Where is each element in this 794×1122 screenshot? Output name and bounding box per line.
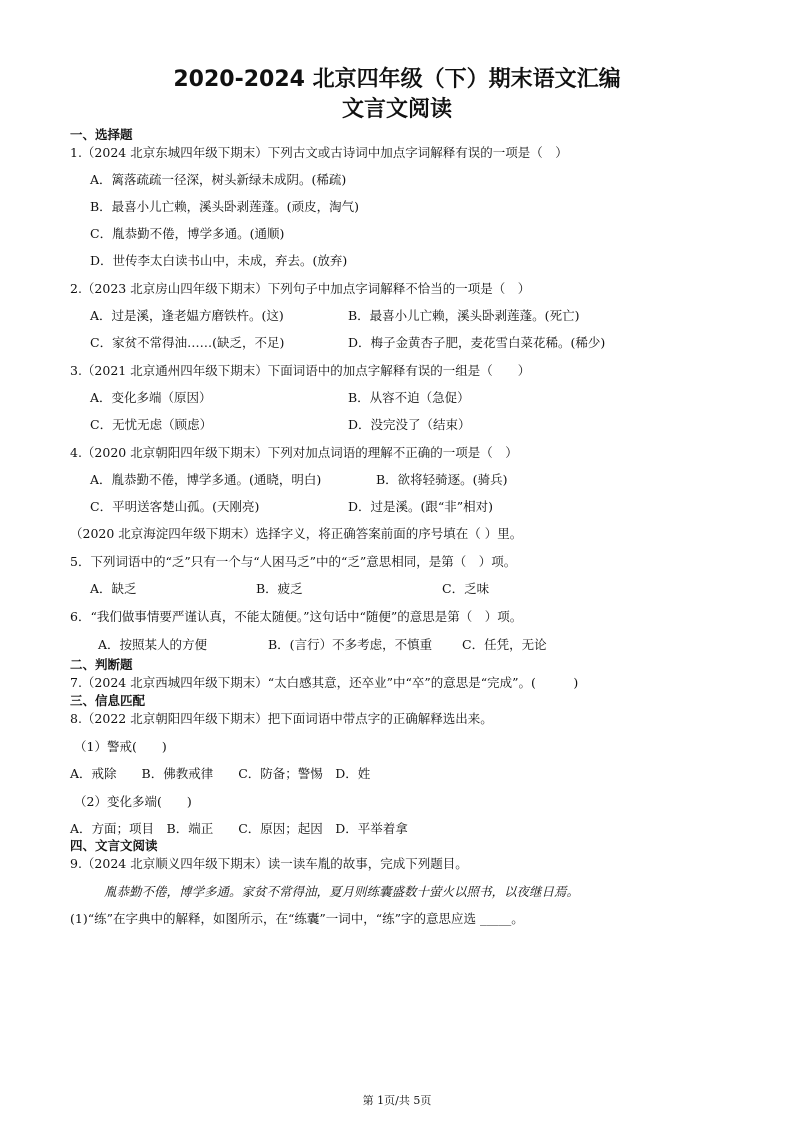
question-2-stem: 2.（2023 北京房山四年级下期末）下列句子中加点字词解释不恰当的一项是（ ） bbox=[70, 281, 531, 296]
question-3-option-a: A．变化多端（原因） bbox=[90, 390, 212, 405]
question-6-option-a: A．按照某人的方便 bbox=[98, 637, 208, 652]
question-8-part-2: （2）变化多端( ) bbox=[74, 794, 192, 809]
question-1-option-b: B．最喜小儿亡赖，溪头卧剥莲蓬。(顽皮，淘气) bbox=[90, 199, 359, 214]
question-2-option-c: C．家贫不常得油……(缺乏，不足) bbox=[90, 335, 285, 350]
question-5-option-a: A．缺乏 bbox=[90, 581, 137, 596]
page-title: 2020-2024 北京四年级（下）期末语文汇编 bbox=[173, 67, 621, 92]
question-3-option-d: D．没完没了（结束） bbox=[348, 417, 471, 432]
question-1-option-c: C．胤恭勤不倦，博学多通。(通顺) bbox=[90, 226, 285, 241]
question-group-intro: （2020 北京海淀四年级下期末）选择字义，将正确答案前面的序号填在（ ）里。 bbox=[70, 526, 523, 541]
page-footer: 第 1页/共 5页 bbox=[362, 1094, 432, 1107]
question-4-option-d: D．过是溪。(跟“非”相对) bbox=[348, 499, 494, 514]
section-heading-matching: 三、信息匹配 bbox=[70, 693, 146, 708]
question-1-option-d: D．世传李太白读书山中，未成，弃去。(放弃) bbox=[90, 253, 348, 268]
question-8-stem: 8.（2022 北京朝阳四年级下期末）把下面词语中带点字的正确解释选出来。 bbox=[70, 711, 493, 726]
question-4-option-a: A．胤恭勤不倦，博学多通。(通晓，明白) bbox=[90, 472, 322, 487]
question-1-stem: 1.（2024 北京东城四年级下期末）下列古文或古诗词中加点字词解释有误的一项是（ ） bbox=[70, 145, 568, 160]
question-5-stem: 5．下列词语中的“乏”只有一个与“人困马乏”中的“乏”意思相同，是第（ ）项。 bbox=[70, 554, 517, 569]
question-6-option-c: C．任凭，无论 bbox=[462, 637, 547, 652]
section-heading-judgement: 二、判断题 bbox=[70, 657, 133, 672]
question-9-sub-1: (1)“练”在字典中的解释，如图所示，在“练囊”一词中，“练”字的意思应选 _____。 bbox=[70, 911, 524, 926]
section-heading-classical-reading: 四、文言文阅读 bbox=[70, 838, 158, 853]
page-subtitle: 文言文阅读 bbox=[341, 97, 452, 122]
question-3-stem: 3.（2021 北京通州四年级下期末）下面词语中的加点字解释有误的一组是（ ） bbox=[70, 363, 531, 378]
question-5-option-c: C．乏味 bbox=[442, 581, 490, 596]
question-6-stem: 6．“我们做事情要严谨认真，不能太随便。”这句话中“随便”的意思是第（ ）项。 bbox=[70, 609, 523, 624]
question-5-option-b: B．疲乏 bbox=[256, 581, 303, 596]
question-2-option-d: D．梅子金黄杏子肥，麦花雪白菜花稀。(稀少) bbox=[348, 335, 606, 350]
question-3-option-b: B．从容不迫（急促） bbox=[348, 390, 470, 405]
section-heading-choice: 一、选择题 bbox=[70, 127, 133, 142]
question-2-option-a: A．过是溪，逢老媪方磨铁杵。(这) bbox=[90, 308, 284, 323]
question-3-option-c: C．无忧无虑（顾虑） bbox=[90, 417, 213, 432]
question-8-part-1: （1）警戒( ) bbox=[74, 739, 167, 754]
question-4-stem: 4.（2020 北京朝阳四年级下期末）下列对加点词语的理解不正确的一项是（ ） bbox=[70, 445, 518, 460]
question-1-option-a: A．篱落疏疏一径深，树头新绿未成阴。(稀疏) bbox=[90, 172, 347, 187]
question-9-stem: 9.（2024 北京顺义四年级下期末）读一读车胤的故事，完成下列题目。 bbox=[70, 856, 468, 871]
question-8-part-2-options: A．方面；项目 B．端正 C．原因；起因 D．平举着拿 bbox=[70, 821, 408, 836]
question-6-option-b: B．(言行）不多考虑，不慎重 bbox=[268, 637, 433, 652]
question-8-part-1-options: A．戒除 B．佛教戒律 C．防备；警惕 D．姓 bbox=[70, 766, 371, 781]
question-7-stem: 7.（2024 北京西城四年级下期末）“太白感其意，还卒业”中“卒”的意思是“完成”。( ) bbox=[70, 675, 579, 690]
question-2-option-b: B．最喜小儿亡赖，溪头卧剥莲蓬。(死亡) bbox=[348, 308, 580, 323]
question-4-option-b: B．欲将轻骑逐。(骑兵) bbox=[376, 472, 508, 487]
question-4-option-c: C．平明送客楚山孤。(天刚亮) bbox=[90, 499, 260, 514]
question-9-passage: 胤恭勤不倦，博学多通。家贫不常得油，夏月则练囊盛数十萤火以照书，以夜继日焉。 bbox=[104, 884, 580, 899]
